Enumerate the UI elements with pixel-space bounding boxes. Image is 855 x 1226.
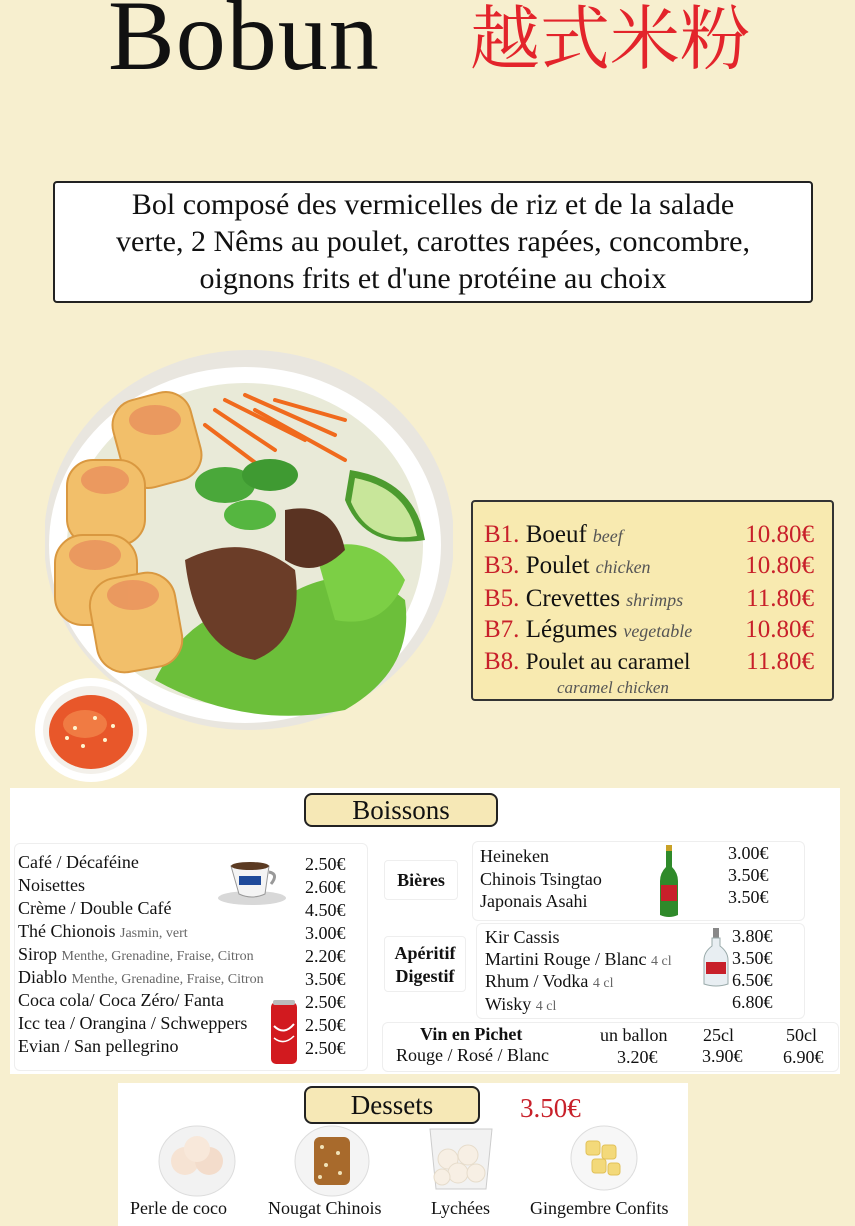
digestif-label: Digestif (395, 966, 455, 986)
vin-title: Vin en Pichet (420, 1024, 523, 1044)
menu-name-en: chicken (595, 557, 651, 577)
nougat-chinois-image (294, 1125, 370, 1197)
page-title: Bobun (108, 0, 380, 91)
vin-col-50cl: 50cl (786, 1025, 817, 1045)
aperitif-price: 6.50€ (732, 970, 773, 990)
desserts-title: Dessets (304, 1086, 480, 1124)
boissons-section (10, 788, 840, 1074)
dipping-sauce-image (35, 678, 147, 782)
vin-col-25cl: 25cl (703, 1025, 734, 1045)
menu-name: Poulet (525, 552, 590, 579)
bieres-label: Bières (384, 860, 458, 900)
drink-name: Sirop Menthe, Grenadine, Fraise, Citron (18, 944, 254, 964)
description-line: oignons frits et d'une protéine au choix (199, 262, 667, 295)
drink-name: Icc tea / Orangina / Schweppers (18, 1013, 248, 1033)
beer-name: Japonais Asahi (480, 891, 588, 911)
beer-price: 3.50€ (728, 887, 769, 907)
menu-price: 11.80€ (746, 585, 814, 612)
beer-price: 3.00€ (728, 843, 769, 863)
dessert-name: Perle de coco (130, 1198, 227, 1218)
drink-price: 2.50€ (305, 1038, 346, 1058)
drink-price: 2.20€ (305, 946, 346, 966)
menu-name: Légumes (525, 616, 618, 643)
drink-name: Café / Décaféine (18, 852, 139, 872)
page-title-chinese: 越式米粉 (470, 0, 750, 80)
coffee-cup-icon (215, 854, 289, 906)
drink-price: 2.50€ (305, 854, 346, 874)
menu-name-en: vegetable (623, 621, 693, 641)
vin-price-25cl: 3.90€ (702, 1046, 743, 1066)
aperitif-price: 6.80€ (732, 992, 773, 1012)
menu-name: Crevettes (525, 585, 621, 612)
menu-name: Poulet au caramel (525, 649, 691, 674)
aperitif-price: 3.50€ (732, 948, 773, 968)
menu-item-b8 (484, 648, 690, 676)
desserts-price: 3.50€ (520, 1093, 581, 1123)
vin-price-ballon: 3.20€ (617, 1047, 658, 1067)
vin-types: Rouge / Rosé / Blanc (396, 1045, 549, 1065)
aperitif-name: Wisky 4 cl (485, 994, 557, 1014)
menu-code: B5. (484, 585, 520, 612)
beer-name: Chinois Tsingtao (480, 869, 602, 889)
drink-name: Noisettes (18, 875, 85, 895)
dessert-name: Nougat Chinois (268, 1198, 382, 1218)
drink-name: Thé Chionois Jasmin, vert (18, 921, 188, 941)
drink-name: Evian / San pellegrino (18, 1036, 179, 1056)
perle-de-coco-image (158, 1125, 236, 1197)
aperitif-name: Martini Rouge / Blanc 4 cl (485, 949, 672, 969)
desserts-section (118, 1083, 688, 1226)
drink-name: Coca cola/ Coca Zéro/ Fanta (18, 990, 224, 1010)
menu-item-b7 (484, 616, 692, 644)
vin-col-ballon: un ballon (600, 1025, 668, 1045)
beer-price: 3.50€ (728, 865, 769, 885)
menu-code: B8. (484, 648, 520, 675)
menu-price: 10.80€ (745, 616, 814, 643)
aperitif-name: Kir Cassis (485, 927, 560, 947)
menu-name-en: shrimps (626, 590, 684, 610)
drink-price: 2.50€ (305, 992, 346, 1012)
description-line: Bol composé des vermicelles de riz et de la salade (131, 188, 735, 221)
gingembre-confits-image (570, 1125, 638, 1191)
vin-price-50cl: 6.90€ (783, 1047, 824, 1067)
beer-bottle-icon (658, 845, 680, 919)
menu-price: 10.80€ (745, 521, 814, 548)
drink-name: Diablo Menthe, Grenadine, Fraise, Citron (18, 967, 264, 987)
drink-price: 3.00€ (305, 923, 346, 943)
aperitif-digestif-label (384, 936, 466, 992)
boissons-title: Boissons (304, 793, 498, 827)
dessert-name: Gingembre Confits (530, 1198, 669, 1218)
menu-item-b1 (484, 521, 623, 549)
drink-price: 2.50€ (305, 1015, 346, 1035)
drink-price: 3.50€ (305, 969, 346, 989)
aperitif-name: Rhum / Vodka 4 cl (485, 971, 614, 991)
drink-price: 4.50€ (305, 900, 346, 920)
aperitif-price: 3.80€ (732, 926, 773, 946)
coca-cola-can-icon (269, 998, 299, 1068)
drink-price: 2.60€ (305, 877, 346, 897)
menu-name-en: caramel chicken (557, 678, 669, 697)
aperitif-label: Apéritif (394, 943, 456, 963)
bobun-price-list (471, 500, 834, 701)
menu-name-en: beef (592, 526, 623, 546)
menu-code: B1. (484, 521, 520, 548)
lychees-image (428, 1125, 494, 1193)
description-line: verte, 2 Nêms au poulet, carottes rapées, concombre, (116, 225, 750, 258)
menu-item-b3 (484, 552, 651, 580)
menu-price: 10.80€ (745, 552, 814, 579)
beer-name: Heineken (480, 846, 549, 866)
menu-code: B3. (484, 552, 520, 579)
menu-item-b5 (484, 585, 683, 613)
menu-name: Boeuf (525, 521, 587, 548)
drink-name: Crème / Double Café (18, 898, 172, 918)
dessert-name: Lychées (431, 1198, 490, 1218)
description-box (53, 181, 813, 303)
menu-price: 11.80€ (746, 648, 814, 675)
menu-code: B7. (484, 616, 520, 643)
liquor-bottle-icon (702, 928, 730, 988)
